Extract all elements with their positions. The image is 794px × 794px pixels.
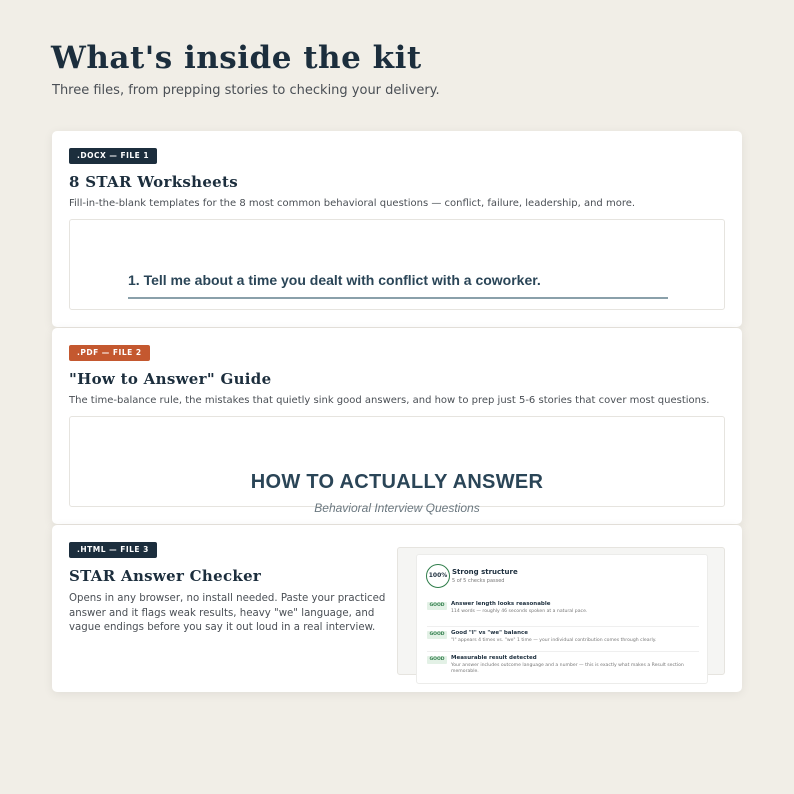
score-title: Strong structure xyxy=(452,568,518,576)
answer-line xyxy=(128,297,668,299)
check-result-row xyxy=(427,651,699,674)
card-description: Opens in any browser, no install needed. Paste your practiced answer and it flags weak results, heavy "we" language, and vague endings before you say it out loud in a real interview. xyxy=(69,593,386,633)
guide-heading: HOW TO ACTUALLY ANSWER xyxy=(250,471,544,493)
file-card-star-worksheets xyxy=(52,131,742,327)
card-description: The time-balance rule, the mistakes that quietly sink good answers, and how to prep just 5-6 stories that cover most questions. xyxy=(69,395,710,406)
guide-preview-image xyxy=(69,416,725,515)
good-badge: GOOD xyxy=(427,656,447,664)
card-title: "How to Answer" Guide xyxy=(69,370,272,388)
file-card-star-answer-checker xyxy=(52,525,742,692)
card-title: STAR Answer Checker xyxy=(69,567,262,585)
worksheet-question: 1. Tell me about a time you dealt with conflict with a coworker. xyxy=(128,272,541,288)
score-ring: 100% xyxy=(426,564,450,588)
card-description: Fill-in-the-blank templates for the 8 most common behavioral questions — conflict, failure, leadership, and more. xyxy=(69,198,636,209)
file-card-how-to-answer-guide xyxy=(52,328,742,524)
file-type-badge: .PDF — FILE 2 xyxy=(69,345,150,361)
check-title: Good "I" vs "we" balance xyxy=(451,630,528,636)
score-subtitle: 5 of 5 checks passed xyxy=(452,578,505,584)
check-result-row xyxy=(427,626,699,643)
good-badge: GOOD xyxy=(427,602,447,610)
page-title: What's inside the kit xyxy=(51,40,422,76)
page-subtitle: Three files, from prepping stories to checking your delivery. xyxy=(52,83,440,98)
check-title: Answer length looks reasonable xyxy=(451,601,551,607)
good-badge: GOOD xyxy=(427,631,447,639)
check-title: Measurable result detected xyxy=(451,655,537,661)
guide-subheading: Behavioral Interview Questions xyxy=(314,501,480,515)
card-title: 8 STAR Worksheets xyxy=(69,173,238,191)
checker-results-panel xyxy=(416,554,708,684)
checker-preview-image xyxy=(397,547,725,675)
check-detail: 114 words — roughly 46 seconds spoken at a natural pace. xyxy=(451,609,588,614)
file-type-badge: .DOCX — FILE 1 xyxy=(69,148,157,164)
worksheet-preview-image xyxy=(69,219,725,310)
check-detail: "I" appears 4 times vs. "we" 1 time — your individual contribution comes through clearly. xyxy=(451,638,657,643)
file-type-badge: .HTML — FILE 3 xyxy=(69,542,157,558)
check-detail: Your answer includes outcome language and a number — this is exactly what makes a Result section memorable. xyxy=(451,663,684,674)
